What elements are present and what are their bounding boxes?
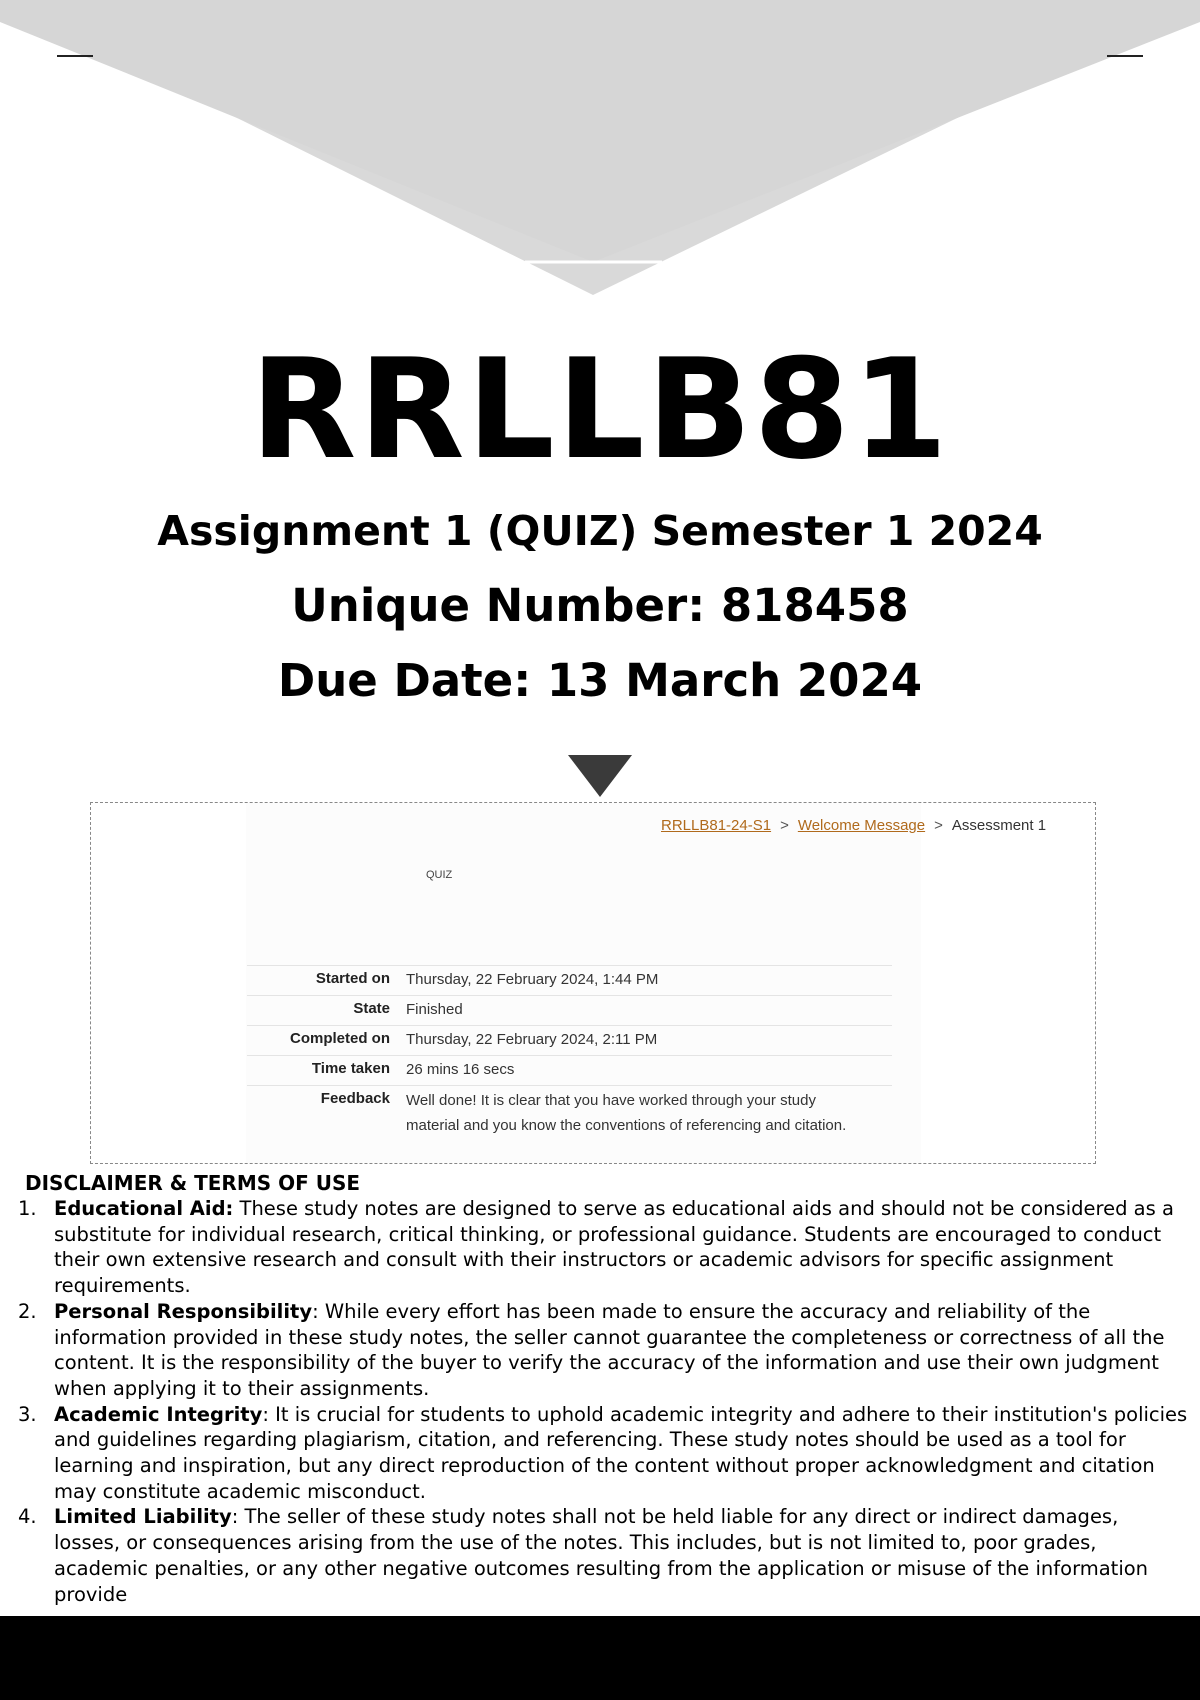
breadcrumb-current: Assessment 1 bbox=[951, 817, 1047, 834]
list-item bbox=[0, 1402, 1190, 1505]
summary-label: State bbox=[353, 1000, 390, 1017]
item-term: Educational Aid: bbox=[54, 1197, 234, 1220]
breadcrumb-separator: > bbox=[780, 817, 789, 834]
summary-value: Thursday, 22 February 2024, 1:44 PM bbox=[406, 971, 659, 988]
list-item bbox=[0, 1196, 1190, 1299]
summary-value: 26 mins 16 secs bbox=[406, 1061, 515, 1078]
down-arrow-icon bbox=[568, 755, 632, 797]
summary-label: Completed on bbox=[290, 1030, 390, 1047]
breadcrumb bbox=[661, 817, 1046, 834]
due-date: Due Date: 13 March 2024 bbox=[277, 654, 923, 707]
summary-label: Feedback bbox=[320, 1090, 390, 1107]
unique-number: Unique Number: 818458 bbox=[291, 579, 909, 632]
item-text: : While every effort has been made to ensure the accuracy and reliability of the information provided in these study notes, the seller cannot guarantee the completeness or correctness of all the content. It is the responsibility of the buyer to verify the accuracy of the information and use their own judgment when applying it to their assignments. bbox=[54, 1299, 1165, 1400]
list-item bbox=[0, 1299, 1190, 1402]
summary-row bbox=[247, 995, 892, 1025]
quiz-summary-table bbox=[247, 965, 892, 1141]
list-item bbox=[0, 1504, 1190, 1607]
summary-label: Time taken bbox=[311, 1060, 390, 1077]
cover-banner bbox=[0, 0, 1200, 300]
corner-rule-left bbox=[57, 55, 93, 57]
breadcrumb-course-link[interactable]: RRLLB81-24-S1 bbox=[661, 817, 772, 834]
item-term: Academic Integrity bbox=[54, 1402, 263, 1426]
item-term: Personal Responsibility bbox=[54, 1299, 313, 1323]
item-number: 3. bbox=[18, 1402, 37, 1426]
item-text: : It is crucial for students to uphold academic integrity and adhere to their institution's policies and guidelines regarding plagiarism, citation, and referencing. These study notes should be used as a tool for learning and inspiration, but any direct reproduction of the content without proper acknowledgment and citation may constitute academic misconduct. bbox=[54, 1402, 1188, 1503]
item-number: 1. bbox=[18, 1197, 37, 1220]
corner-rule-right bbox=[1107, 55, 1143, 57]
item-text: These study notes are designed to serve as educational aids and should not be considered as a substitute for individual research, critical thinking, or professional guidance. Students are encouraged to conduct their own extensive research and consult with their instructors or academic advisors for specific assignment requirements. bbox=[54, 1197, 1174, 1298]
item-term: Limited Liability bbox=[54, 1505, 232, 1529]
quiz-label: QUIZ bbox=[426, 869, 453, 881]
quiz-screenshot bbox=[90, 802, 1096, 1164]
summary-row bbox=[247, 1085, 892, 1141]
disclaimer-heading: DISCLAIMER & TERMS OF USE bbox=[25, 1171, 361, 1195]
summary-value: Thursday, 22 February 2024, 2:11 PM bbox=[406, 1031, 658, 1048]
breadcrumb-welcome-link[interactable]: Welcome Message bbox=[797, 817, 926, 834]
summary-value: Well done! It is clear that you have worked through your study material and you know the conventions of referencing and citation. bbox=[406, 1092, 847, 1134]
course-code-title: RRLLB81 bbox=[250, 329, 950, 490]
item-text: : The seller of these study notes shall not be held liable for any direct or indirect damages, losses, or consequences arising from the use of the notes. This includes, but is not limited to, poor grades, academic penalties, or any other negative outcomes resulting from the application or misuse of the information provide bbox=[54, 1505, 1149, 1606]
summary-row bbox=[247, 965, 892, 995]
item-number: 2. bbox=[18, 1299, 37, 1323]
summary-label: Started on bbox=[315, 970, 390, 987]
summary-row bbox=[247, 1055, 892, 1085]
summary-value: Finished bbox=[406, 1001, 463, 1018]
breadcrumb-separator: > bbox=[934, 817, 943, 834]
assignment-subtitle: Assignment 1 (QUIZ) Semester 1 2024 bbox=[157, 507, 1043, 555]
summary-row bbox=[247, 1025, 892, 1055]
disclaimer-list bbox=[0, 1196, 1190, 1607]
footer-bar bbox=[0, 1616, 1200, 1700]
item-number: 4. bbox=[18, 1505, 37, 1529]
